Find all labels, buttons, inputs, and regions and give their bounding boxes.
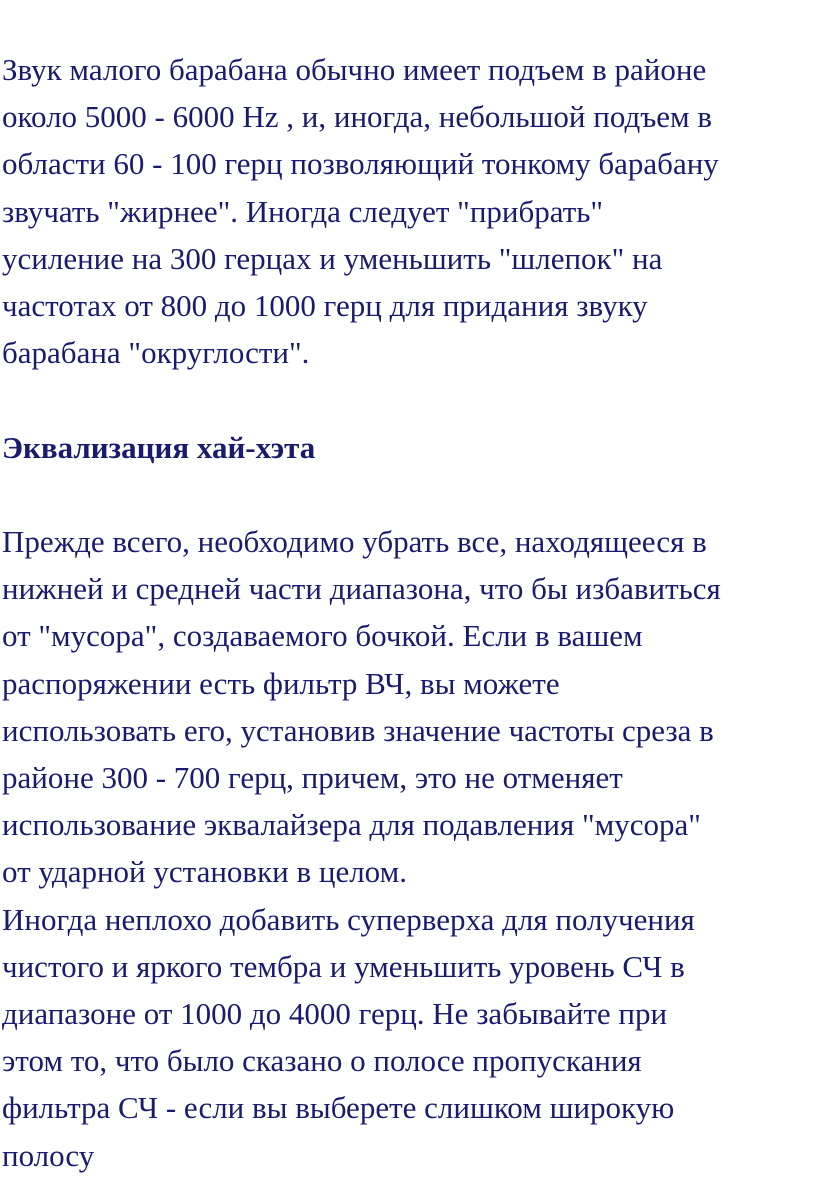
paragraph-spacer xyxy=(2,376,814,423)
hihat-eq-paragraph: Прежде всего, необходимо убрать все, находящееся в нижней и средней части диапазона, что бы избавиться от "мусора", создаваемого бочкой. Если в вашем распоряжении есть фильтр ВЧ, вы можете использовать его, установив значение частоты среза в районе 300 - 700 герц, причем, это не отменяет использование эквалайзера для подавления "мусора" от ударной установки в целом. xyxy=(2,524,721,890)
document-page xyxy=(2,46,814,1179)
heading-spacer xyxy=(2,471,814,518)
section-heading: Эквализация хай-хэта xyxy=(2,429,316,465)
hihat-eq-paragraph-continued: Иногда неплохо добавить суперверха для получения чистого и яркого тембра и уменьшить уровень СЧ в диапазоне от 1000 до 4000 герц. Не забывайте при этом то, что было сказано о полосе пропускания фильтра СЧ - если вы выберете слишком широкую полосу xyxy=(2,901,695,1173)
snare-eq-paragraph: Звук малого барабана обычно имеет подъем в районе около 5000 - 6000 Hz , и, иногда, небольшой подъем в области 60 - 100 герц позволяющий тонкому барабану звучать "жирнее". Иногда следует "прибрать" усиление на 300 герцах и уменьшить "шлепок" на частотах от 800 до 1000 герц для придания звуку барабана "округлости". xyxy=(2,52,719,371)
